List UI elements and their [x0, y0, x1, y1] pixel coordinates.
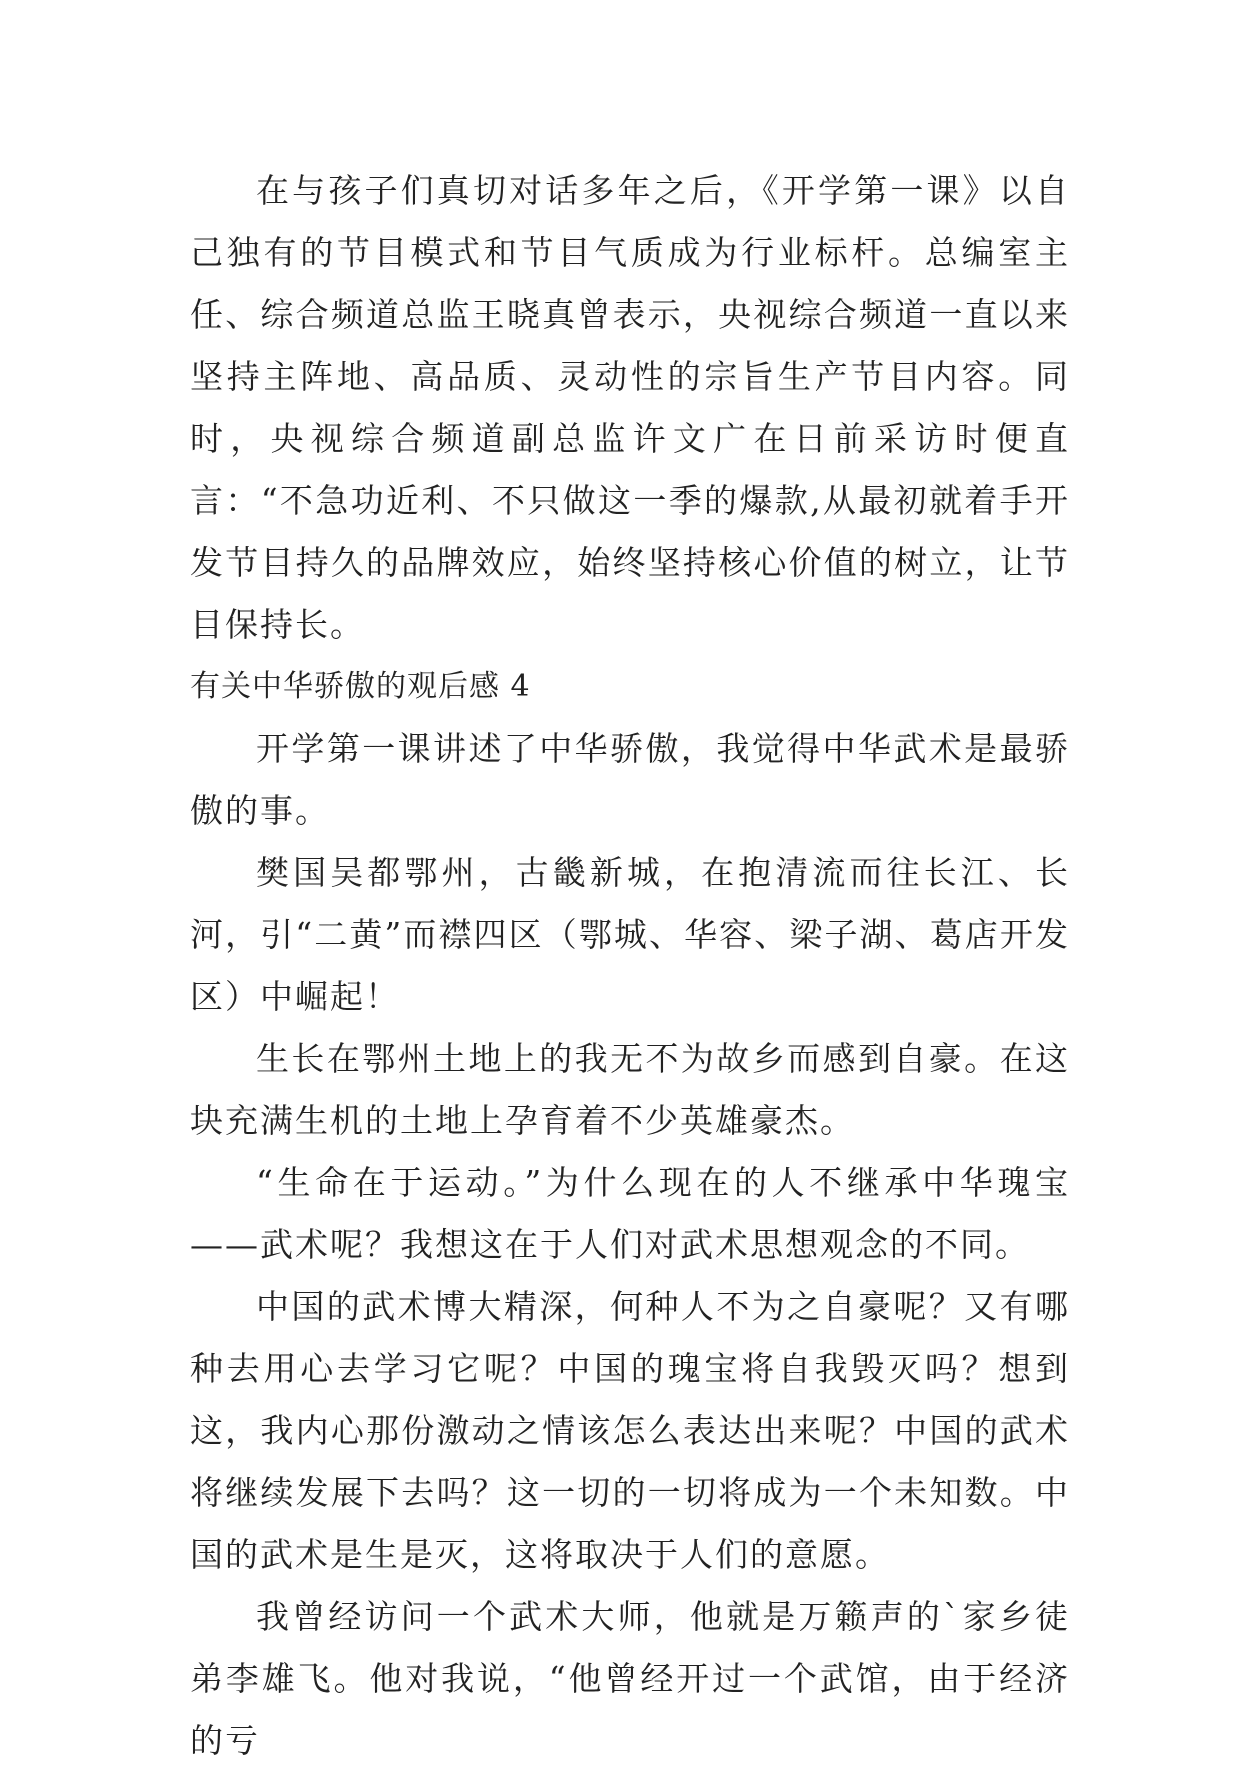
paragraph-martial-arts-pride: 开学第一课讲述了中华骄傲，我觉得中华武术是最骄傲的事。: [190, 729, 1070, 830]
paragraph-life-in-motion: “生命在于运动。”为什么现在的人不继承中华瑰宝——武术呢？我想这在于人们对武术思想观念的不同。: [190, 1163, 1070, 1264]
paragraph-hometown: 生长在鄂州土地上的我无不为故乡而感到自豪。在这块充满生机的土地上孕育着不少英雄豪杰。: [190, 1039, 1070, 1140]
section-heading: 有关中华骄傲的观后感 4: [190, 669, 531, 704]
paragraph-intro: 在与孩子们真切对话多年之后，《开学第一课》以自己独有的节目模式和节目气质成为行业标杆。总编室主任、综合频道总监王晓真曾表示，央视综合频道一直以来坚持主阵地、高品质、灵动性的宗旨生产节目内容。同时，央视综合频道副总监许文广在日前采访时便直言：“不急功近利、不只做这一季的爆款,从最初就着手开发节目持久的品牌效应，始终坚持核心价值的树立，让节目保持长。: [190, 171, 1070, 644]
document-body: [190, 160, 1070, 1772]
paragraph-interview: 我曾经访问一个武术大师，他就是万籁声的`家乡徒弟李雄飞。他对我说，“他曾经开过一个武馆，由于经济的亏: [190, 1597, 1070, 1760]
paragraph-martial-arts-future: 中国的武术博大精深，何种人不为之自豪呢？又有哪种去用心去学习它呢？中国的瑰宝将自我毁灭吗？想到这，我内心那份激动之情该怎么表达出来呢？中国的武术将继续发展下去吗？这一切的一切将成为一个未知数。中国的武术是生是灭，这将取决于人们的意愿。: [190, 1287, 1070, 1574]
paragraph-ezhou: 樊国吴都鄂州，古畿新城，在抱清流而往长江、长河，引“二黄”而襟四区（鄂城、华容、梁子湖、葛店开发区）中崛起！: [190, 853, 1070, 1016]
